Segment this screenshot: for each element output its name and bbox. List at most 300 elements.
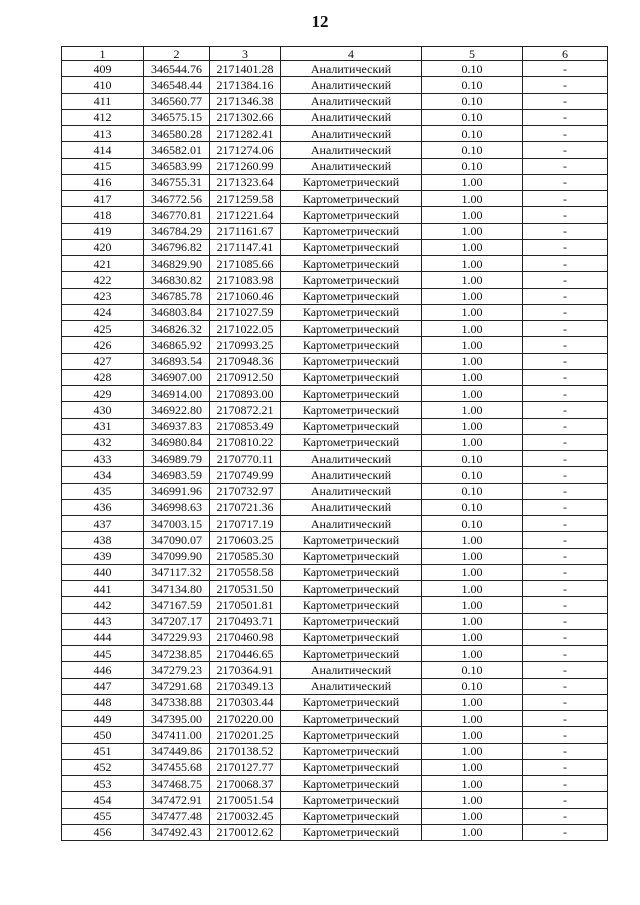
table-cell: Картометрический xyxy=(281,613,422,629)
table-cell: - xyxy=(523,272,608,288)
table-cell: 346914.00 xyxy=(144,386,210,402)
table-row xyxy=(62,288,608,304)
table-cell: 347468.75 xyxy=(144,776,210,792)
table-cell: 416 xyxy=(62,174,144,190)
table-cell: - xyxy=(523,386,608,402)
table-cell: 1.00 xyxy=(422,694,523,710)
table-cell: - xyxy=(523,77,608,93)
table-cell: 347238.85 xyxy=(144,646,210,662)
table-cell: 444 xyxy=(62,629,144,645)
table-cell: - xyxy=(523,418,608,434)
table-cell: 346937.83 xyxy=(144,418,210,434)
table-cell: Картометрический xyxy=(281,743,422,759)
table-cell: 0.10 xyxy=(422,126,523,142)
table-row xyxy=(62,369,608,385)
table-cell: Картометрический xyxy=(281,321,422,337)
table-cell: 2171346.38 xyxy=(210,93,281,109)
table-cell: 456 xyxy=(62,824,144,840)
table-cell: 1.00 xyxy=(422,353,523,369)
table-cell: Картометрический xyxy=(281,256,422,272)
table-cell: Картометрический xyxy=(281,548,422,564)
table-cell: 1.00 xyxy=(422,304,523,320)
table-cell: 1.00 xyxy=(422,223,523,239)
table-cell: 2170032.45 xyxy=(210,808,281,824)
table-cell: Картометрический xyxy=(281,207,422,223)
table-cell: - xyxy=(523,499,608,515)
table-cell: 347229.93 xyxy=(144,629,210,645)
table-cell: 426 xyxy=(62,337,144,353)
column-header: 2 xyxy=(144,47,210,61)
table-cell: Аналитический xyxy=(281,109,422,125)
table-cell: 432 xyxy=(62,434,144,450)
table-row xyxy=(62,434,608,450)
table-cell: Картометрический xyxy=(281,434,422,450)
table-cell: 0.10 xyxy=(422,467,523,483)
table-cell: 419 xyxy=(62,223,144,239)
table-cell: 2171302.66 xyxy=(210,109,281,125)
table-cell: 1.00 xyxy=(422,727,523,743)
table-cell: 446 xyxy=(62,662,144,678)
table-cell: 347117.32 xyxy=(144,564,210,580)
table-cell: - xyxy=(523,646,608,662)
table-cell: 347207.17 xyxy=(144,613,210,629)
table-cell: - xyxy=(523,613,608,629)
table-cell: 445 xyxy=(62,646,144,662)
table-cell: 1.00 xyxy=(422,646,523,662)
table-cell: 346770.81 xyxy=(144,207,210,223)
table-cell: 2171221.64 xyxy=(210,207,281,223)
table-cell: - xyxy=(523,353,608,369)
table-cell: - xyxy=(523,93,608,109)
table-cell: 436 xyxy=(62,499,144,515)
table-cell: 2170717.19 xyxy=(210,516,281,532)
table-row xyxy=(62,759,608,775)
table-cell: 415 xyxy=(62,158,144,174)
table-cell: 437 xyxy=(62,516,144,532)
table-row xyxy=(62,402,608,418)
table-cell: 347099.90 xyxy=(144,548,210,564)
table-cell: 2170138.52 xyxy=(210,743,281,759)
table-cell: 2170853.49 xyxy=(210,418,281,434)
table-cell: Картометрический xyxy=(281,174,422,190)
table-cell: 413 xyxy=(62,126,144,142)
table-cell: 2170948.36 xyxy=(210,353,281,369)
table-row xyxy=(62,191,608,207)
table-cell: 2170127.77 xyxy=(210,759,281,775)
column-header: 3 xyxy=(210,47,281,61)
table-cell: 2170220.00 xyxy=(210,711,281,727)
table-cell: 453 xyxy=(62,776,144,792)
column-header: 6 xyxy=(523,47,608,61)
table-cell: 1.00 xyxy=(422,369,523,385)
table-cell: 346922.80 xyxy=(144,402,210,418)
table-cell: 2170732.97 xyxy=(210,483,281,499)
table-cell: 346907.00 xyxy=(144,369,210,385)
table-cell: 424 xyxy=(62,304,144,320)
table-cell: 2170585.30 xyxy=(210,548,281,564)
table-cell: - xyxy=(523,824,608,840)
table-cell: 2170201.25 xyxy=(210,727,281,743)
table-cell: 434 xyxy=(62,467,144,483)
column-header: 4 xyxy=(281,47,422,61)
table-cell: Аналитический xyxy=(281,126,422,142)
table-cell: 2171274.06 xyxy=(210,142,281,158)
table-cell: 2170531.50 xyxy=(210,581,281,597)
table-cell: 455 xyxy=(62,808,144,824)
table-cell: 346803.84 xyxy=(144,304,210,320)
table-cell: - xyxy=(523,207,608,223)
table-cell: Аналитический xyxy=(281,678,422,694)
table-cell: 0.10 xyxy=(422,499,523,515)
table-cell: 2170558.58 xyxy=(210,564,281,580)
table-cell: 346583.99 xyxy=(144,158,210,174)
table-row xyxy=(62,272,608,288)
table-cell: 1.00 xyxy=(422,824,523,840)
column-header: 5 xyxy=(422,47,523,61)
table-cell: 1.00 xyxy=(422,581,523,597)
table-cell: Картометрический xyxy=(281,402,422,418)
table-cell: Аналитический xyxy=(281,467,422,483)
table-cell: 347291.68 xyxy=(144,678,210,694)
table-cell: Аналитический xyxy=(281,483,422,499)
table-cell: 0.10 xyxy=(422,662,523,678)
table-row xyxy=(62,548,608,564)
table-cell: 2170303.44 xyxy=(210,694,281,710)
table-cell: - xyxy=(523,256,608,272)
table-cell: - xyxy=(523,109,608,125)
table-cell: 1.00 xyxy=(422,337,523,353)
table-cell: 2171147.41 xyxy=(210,239,281,255)
table-cell: Картометрический xyxy=(281,418,422,434)
table-cell: 443 xyxy=(62,613,144,629)
table-cell: Аналитический xyxy=(281,61,422,77)
table-row xyxy=(62,321,608,337)
table-cell: 1.00 xyxy=(422,174,523,190)
table-row xyxy=(62,386,608,402)
table-cell: 346796.82 xyxy=(144,239,210,255)
table-cell: 0.10 xyxy=(422,158,523,174)
table-row xyxy=(62,61,608,77)
table-cell: 347167.59 xyxy=(144,597,210,613)
table-cell: 1.00 xyxy=(422,808,523,824)
table-cell: Картометрический xyxy=(281,759,422,775)
table-cell: 2170912.50 xyxy=(210,369,281,385)
table-row xyxy=(62,824,608,840)
table-cell: 346784.29 xyxy=(144,223,210,239)
table-cell: Аналитический xyxy=(281,77,422,93)
table-cell: - xyxy=(523,288,608,304)
table-cell: 346998.63 xyxy=(144,499,210,515)
table-cell: 2171022.05 xyxy=(210,321,281,337)
table-row xyxy=(62,109,608,125)
table-cell: 2170349.13 xyxy=(210,678,281,694)
table-cell: - xyxy=(523,174,608,190)
table-cell: Картометрический xyxy=(281,694,422,710)
table-cell: 417 xyxy=(62,191,144,207)
table-cell: 409 xyxy=(62,61,144,77)
table-cell: 429 xyxy=(62,386,144,402)
table-cell: - xyxy=(523,581,608,597)
table-cell: - xyxy=(523,483,608,499)
table-cell: 2171260.99 xyxy=(210,158,281,174)
table-row xyxy=(62,467,608,483)
table-cell: Картометрический xyxy=(281,191,422,207)
table-cell: 433 xyxy=(62,451,144,467)
table-cell: 1.00 xyxy=(422,759,523,775)
table-cell: 346785.78 xyxy=(144,288,210,304)
table-cell: 2171384.16 xyxy=(210,77,281,93)
table-cell: Картометрический xyxy=(281,386,422,402)
table-cell: Картометрический xyxy=(281,597,422,613)
table-row xyxy=(62,743,608,759)
table-cell: Аналитический xyxy=(281,158,422,174)
table-cell: 0.10 xyxy=(422,142,523,158)
table-cell: 347449.86 xyxy=(144,743,210,759)
table-cell: Картометрический xyxy=(281,353,422,369)
table-cell: 1.00 xyxy=(422,711,523,727)
table-cell: 346830.82 xyxy=(144,272,210,288)
table-cell: Картометрический xyxy=(281,223,422,239)
table-cell: Картометрический xyxy=(281,239,422,255)
table-cell: Картометрический xyxy=(281,711,422,727)
table-cell: 1.00 xyxy=(422,776,523,792)
table-cell: 448 xyxy=(62,694,144,710)
table-cell: - xyxy=(523,776,608,792)
table-cell: Картометрический xyxy=(281,824,422,840)
table-cell: - xyxy=(523,548,608,564)
table-cell: 447 xyxy=(62,678,144,694)
table-cell: 414 xyxy=(62,142,144,158)
table-row xyxy=(62,646,608,662)
table-cell: - xyxy=(523,532,608,548)
table-cell: 427 xyxy=(62,353,144,369)
table-cell: 0.10 xyxy=(422,61,523,77)
table-cell: 1.00 xyxy=(422,272,523,288)
table-cell: 346560.77 xyxy=(144,93,210,109)
table-cell: - xyxy=(523,223,608,239)
table-header-row xyxy=(62,47,608,61)
table-cell: 441 xyxy=(62,581,144,597)
table-cell: 1.00 xyxy=(422,418,523,434)
table-cell: 2170460.98 xyxy=(210,629,281,645)
table-row xyxy=(62,256,608,272)
table-row xyxy=(62,483,608,499)
table-cell: Картометрический xyxy=(281,564,422,580)
table-cell: 418 xyxy=(62,207,144,223)
table-row xyxy=(62,158,608,174)
table-row xyxy=(62,792,608,808)
table-cell: 347472.91 xyxy=(144,792,210,808)
table-cell: Картометрический xyxy=(281,272,422,288)
table-cell: Аналитический xyxy=(281,499,422,515)
table-cell: Аналитический xyxy=(281,451,422,467)
table-cell: 430 xyxy=(62,402,144,418)
table-cell: 2171323.64 xyxy=(210,174,281,190)
table-cell: - xyxy=(523,662,608,678)
table-row xyxy=(62,662,608,678)
table-cell: 2170810.22 xyxy=(210,434,281,450)
table-cell: 1.00 xyxy=(422,564,523,580)
table-row xyxy=(62,451,608,467)
table-cell: 347003.15 xyxy=(144,516,210,532)
table-row xyxy=(62,499,608,515)
table-cell: - xyxy=(523,516,608,532)
table-cell: Картометрический xyxy=(281,646,422,662)
table-row xyxy=(62,597,608,613)
table-cell: Аналитический xyxy=(281,516,422,532)
table-cell: 410 xyxy=(62,77,144,93)
table-cell: 421 xyxy=(62,256,144,272)
table-cell: - xyxy=(523,694,608,710)
table-cell: - xyxy=(523,369,608,385)
table-cell: - xyxy=(523,759,608,775)
table-cell: 347090.07 xyxy=(144,532,210,548)
table-cell: 1.00 xyxy=(422,792,523,808)
table-row xyxy=(62,239,608,255)
table-cell: 411 xyxy=(62,93,144,109)
table-row xyxy=(62,93,608,109)
table-cell: 346893.54 xyxy=(144,353,210,369)
table-cell: 452 xyxy=(62,759,144,775)
table-cell: 2170770.11 xyxy=(210,451,281,467)
table-cell: 450 xyxy=(62,727,144,743)
table-cell: 2171259.58 xyxy=(210,191,281,207)
table-cell: 1.00 xyxy=(422,434,523,450)
table-cell: 2170446.65 xyxy=(210,646,281,662)
table-cell: - xyxy=(523,727,608,743)
table-cell: 449 xyxy=(62,711,144,727)
table-cell: 2171083.98 xyxy=(210,272,281,288)
table-cell: 347338.88 xyxy=(144,694,210,710)
table-cell: 451 xyxy=(62,743,144,759)
table-cell: 1.00 xyxy=(422,386,523,402)
table-row xyxy=(62,613,608,629)
table-cell: 440 xyxy=(62,564,144,580)
table-cell: 346983.59 xyxy=(144,467,210,483)
table-cell: Аналитический xyxy=(281,93,422,109)
table-cell: 425 xyxy=(62,321,144,337)
table-cell: Картометрический xyxy=(281,288,422,304)
table-row xyxy=(62,516,608,532)
table-row xyxy=(62,727,608,743)
table-cell: 0.10 xyxy=(422,483,523,499)
table-cell: 1.00 xyxy=(422,321,523,337)
table-cell: 347134.80 xyxy=(144,581,210,597)
table-cell: 1.00 xyxy=(422,239,523,255)
table-cell: 420 xyxy=(62,239,144,255)
table-cell: Аналитический xyxy=(281,142,422,158)
table-cell: - xyxy=(523,564,608,580)
table-row xyxy=(62,126,608,142)
table-row xyxy=(62,353,608,369)
table-cell: 435 xyxy=(62,483,144,499)
table-cell: 346544.76 xyxy=(144,61,210,77)
table-row xyxy=(62,207,608,223)
table-cell: 2170051.54 xyxy=(210,792,281,808)
table-cell: 0.10 xyxy=(422,451,523,467)
table-cell: - xyxy=(523,158,608,174)
table-cell: 1.00 xyxy=(422,402,523,418)
table-cell: 0.10 xyxy=(422,109,523,125)
table-cell: 2171085.66 xyxy=(210,256,281,272)
table-cell: Картометрический xyxy=(281,727,422,743)
table-cell: - xyxy=(523,304,608,320)
table-cell: Картометрический xyxy=(281,581,422,597)
table-cell: 1.00 xyxy=(422,613,523,629)
table-cell: 2170068.37 xyxy=(210,776,281,792)
table-cell: 2171161.67 xyxy=(210,223,281,239)
table-cell: - xyxy=(523,467,608,483)
table-cell: 0.10 xyxy=(422,678,523,694)
table-cell: - xyxy=(523,61,608,77)
table-cell: 1.00 xyxy=(422,207,523,223)
table-cell: 454 xyxy=(62,792,144,808)
table-cell: 2171060.46 xyxy=(210,288,281,304)
table-cell: 2170721.36 xyxy=(210,499,281,515)
table-cell: 428 xyxy=(62,369,144,385)
table-cell: 346772.56 xyxy=(144,191,210,207)
table-cell: - xyxy=(523,743,608,759)
table-row xyxy=(62,174,608,190)
table-cell: 346865.92 xyxy=(144,337,210,353)
table-cell: - xyxy=(523,629,608,645)
table-row xyxy=(62,694,608,710)
table-cell: 346582.01 xyxy=(144,142,210,158)
table-cell: 431 xyxy=(62,418,144,434)
table-row xyxy=(62,532,608,548)
column-header: 1 xyxy=(62,47,144,61)
table-cell: 346580.28 xyxy=(144,126,210,142)
table-cell: 2170993.25 xyxy=(210,337,281,353)
table-cell: - xyxy=(523,711,608,727)
table-row xyxy=(62,581,608,597)
table-cell: 2171027.59 xyxy=(210,304,281,320)
table-cell: 2170364.91 xyxy=(210,662,281,678)
table-cell: 346989.79 xyxy=(144,451,210,467)
table-row xyxy=(62,564,608,580)
table-cell: 2170603.25 xyxy=(210,532,281,548)
table-cell: 347455.68 xyxy=(144,759,210,775)
table-cell: Картометрический xyxy=(281,808,422,824)
table-cell: Картометрический xyxy=(281,532,422,548)
table-cell: 1.00 xyxy=(422,191,523,207)
table-cell: 2171282.41 xyxy=(210,126,281,142)
table-cell: 2170872.21 xyxy=(210,402,281,418)
table-row xyxy=(62,808,608,824)
table-cell: Картометрический xyxy=(281,629,422,645)
table-cell: 346755.31 xyxy=(144,174,210,190)
table-cell: 2170893.00 xyxy=(210,386,281,402)
table-cell: 2170501.81 xyxy=(210,597,281,613)
table-cell: 442 xyxy=(62,597,144,613)
table-cell: - xyxy=(523,142,608,158)
table-cell: 438 xyxy=(62,532,144,548)
table-cell: 2171401.28 xyxy=(210,61,281,77)
table-cell: - xyxy=(523,191,608,207)
page-number: 12 xyxy=(311,12,329,31)
table-cell: 1.00 xyxy=(422,629,523,645)
table-cell: 1.00 xyxy=(422,532,523,548)
table-cell: Картометрический xyxy=(281,369,422,385)
table-cell: 0.10 xyxy=(422,77,523,93)
table-body xyxy=(62,61,608,841)
table-cell: - xyxy=(523,337,608,353)
table-row xyxy=(62,678,608,694)
table-cell: 1.00 xyxy=(422,743,523,759)
table-cell: - xyxy=(523,126,608,142)
table-cell: 2170493.71 xyxy=(210,613,281,629)
table-cell: - xyxy=(523,451,608,467)
